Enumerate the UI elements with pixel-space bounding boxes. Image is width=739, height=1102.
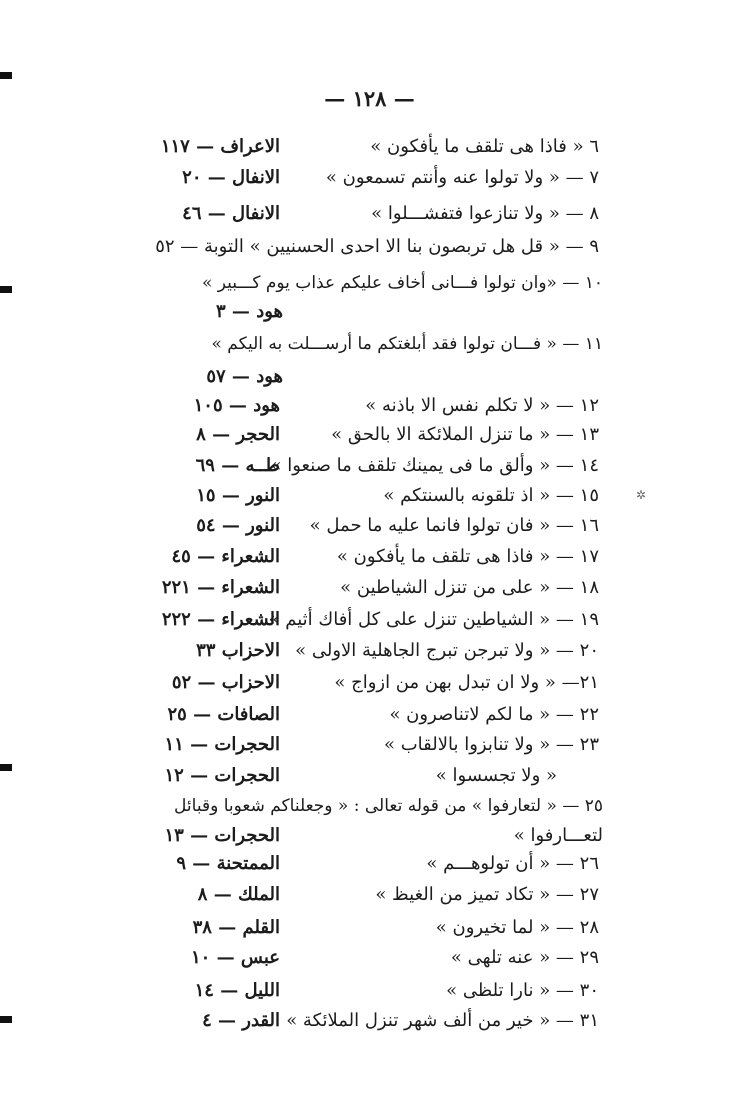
entry-text: ١٤ — « وألق ما فى يمينك تلقف ما صنعوا » [270, 455, 599, 476]
entry-reference: عبس — ١٠ [191, 947, 280, 968]
entry-reference: هود — ١٠٥ [193, 395, 280, 416]
entry-text: ١٥ — « اذ تلقونه بالسنتكم » [383, 485, 599, 506]
entry-reference: الحجرات — ١١ [164, 734, 280, 755]
entry-text: ١٩ — « الشياطين تنزل على كل أفاك أثيم » [268, 609, 599, 630]
entry-line [0, 821, 739, 851]
entry-text: ٢٢ — « ما لكم لاتناصرون » [389, 704, 599, 725]
entry-line [0, 913, 739, 943]
entry-line [0, 943, 739, 973]
entry-line [0, 761, 739, 791]
entry-reference: القلم — ٣٨ [192, 917, 280, 938]
entry-reference: الملك — ٨ [197, 884, 280, 905]
entry-text: ٢٣ — « ولا تنابزوا بالالقاب » [384, 734, 599, 755]
entry-text: ٢٧ — « تكاد تميز من الغيظ » [375, 884, 599, 905]
entry-text: ١٢ — « لا تكلم نفس الا باذنه » [365, 395, 599, 416]
entry-line [0, 636, 739, 666]
entry-reference: الشعراء — ٢٢٢ [161, 609, 280, 630]
entry-text: ١٣ — « ما تنزل الملائكة الا بالحق » [331, 424, 599, 445]
entry-reference: الانفال — ٢٠ [182, 167, 280, 188]
entry-line [0, 542, 739, 572]
entry-text: ٢٨ — « لما تخيرون » [435, 917, 599, 938]
entry-text: ١٠ — «وان تولوا فـــانى أخاف عليكم عذاب يوم كـــبير » [201, 273, 603, 293]
entry-line [0, 362, 739, 392]
entry-reference: الحجر — ٨ [196, 424, 280, 445]
scan-edge-mark [0, 764, 12, 771]
entry-reference: الليل — ١٤ [194, 980, 280, 1001]
entry-text: ٣٠ — « نارا تلظى » [446, 980, 599, 1001]
entry-line [0, 511, 739, 541]
entry-reference: النور — ٥٤ [196, 515, 280, 536]
entry-text: ٢٠ — « ولا تبرجن تبرج الجاهلية الاولى » [295, 640, 599, 661]
entry-line [0, 976, 739, 1006]
entry-text: ٩ — « قل هل تربصون بنا الا احدى الحسنيين » التوبة — ٥٢ [155, 236, 599, 257]
entry-reference: الشعراء — ٢٢١ [161, 577, 280, 598]
entry-text: ٧ — « ولا تولوا عنه وأنتم تسمعون » [325, 167, 599, 188]
entry-reference: طــه — ٦٩ [195, 455, 280, 476]
entry-line [0, 730, 739, 760]
entry-reference: الحجرات — ١٣ [164, 825, 280, 846]
entry-text: ٣١ — « خير من ألف شهر تنزل الملائكة » [286, 1010, 599, 1031]
entry-text: ٦ « فاذا هى تلقف ما يأفكون » [370, 136, 599, 157]
entry-line [0, 668, 739, 698]
entry-line [0, 700, 739, 730]
entry-reference: الاحزاب — ٥٢ [171, 672, 280, 693]
entry-reference: الممتحنة — ٩ [176, 853, 280, 874]
scan-speck-mark: ✲ [636, 488, 647, 502]
entry-line [0, 132, 739, 162]
entry-text: ٢٦ — « أن تولوهـــم » [426, 853, 599, 874]
entry-line [0, 880, 739, 910]
entry-reference: الحجرات — ١٢ [164, 765, 280, 786]
entry-text: ١٨ — « على من تنزل الشياطين » [340, 577, 599, 598]
entry-reference: الاعراف — ١١٧ [160, 136, 280, 157]
entry-line [0, 791, 739, 821]
scan-edge-mark [0, 286, 12, 293]
scan-edge-mark [0, 1016, 12, 1023]
entry-text: ١١ — « فـــان تولوا فقد أبلغتكم ما أرســـلت به اليكم » [211, 334, 603, 354]
entry-reference: القدر — ٤ [202, 1010, 280, 1031]
entry-reference: الانفال — ٤٦ [182, 203, 280, 224]
entry-line [0, 1006, 739, 1036]
entry-line [0, 420, 739, 450]
entry-line [0, 391, 739, 421]
entry-reference: الاحزاب ٣٣ [196, 640, 280, 661]
entry-text: ٢٥ — « لتعارفوا » من قوله تعالى : « وجعلناكم شعوبا وقبائل [174, 796, 603, 816]
entry-line [0, 268, 739, 298]
entry-reference: الشعراء — ٤٥ [171, 546, 280, 567]
scan-edge-mark [0, 72, 12, 79]
entry-reference: هود — ٣ [215, 301, 283, 322]
entry-line [0, 849, 739, 879]
entry-line [0, 232, 739, 262]
entry-text: ٨ — « ولا تنازعوا فتفشـــلوا » [371, 203, 599, 224]
page-number: — ١٢٨ — [324, 86, 415, 111]
entry-line [0, 605, 739, 635]
entry-text: ١٦ — « فان تولوا فانما عليه ما حمل » [309, 515, 599, 536]
entry-text: لتعـــارفوا » [513, 825, 603, 846]
entry-line [0, 297, 739, 327]
entry-line [0, 163, 739, 193]
entry-line [0, 199, 739, 229]
entry-text: « ولا تجسسوا » [435, 765, 557, 786]
entry-reference: الصافات — ٢٥ [167, 704, 280, 725]
entry-line [0, 451, 739, 481]
entry-text: ١٧ — « فاذا هى تلقف ما يأفكون » [336, 546, 599, 567]
entry-text: ٢٩ — « عنه تلهى » [450, 947, 599, 968]
entry-reference: هود — ٥٧ [206, 366, 283, 387]
entry-line [0, 481, 739, 511]
entry-text: ٢١— « ولا ان تبدل بهن من ازواج » [334, 672, 599, 693]
entry-reference: النور — ١٥ [196, 485, 280, 506]
entry-line [0, 573, 739, 603]
entry-line [0, 329, 739, 359]
